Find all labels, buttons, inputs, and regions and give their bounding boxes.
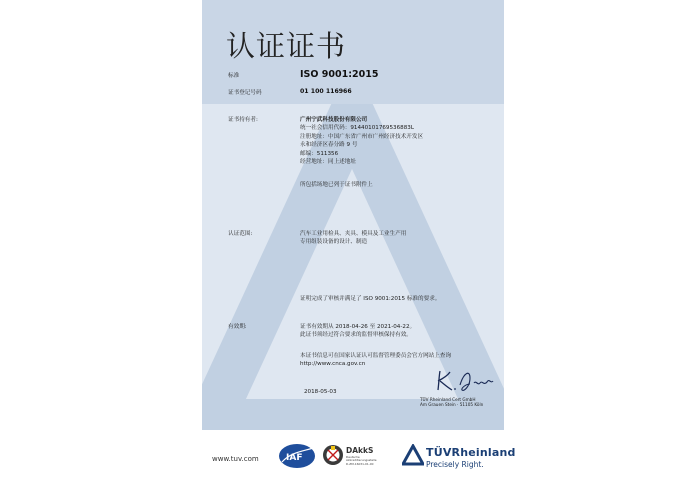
scope-line: 汽车工业用检具、夹具、模具及工业生产用 (300, 231, 407, 237)
validity-label: 有效期: (228, 324, 247, 330)
holder-line: 注册地址：中国广东省广州市广州经济技术开发区 (300, 133, 424, 140)
scope-label: 认证范围: (228, 231, 253, 237)
dakks-line: Akkreditierungsstelle (346, 458, 377, 463)
holder-block (300, 116, 423, 166)
holder-line: 统一社会信用代码：91440101769536883L (300, 125, 414, 132)
validity-line: 此证书须经过符合要求的监督审核保持有效。 (300, 332, 412, 339)
dakks-line: Deutsche (346, 455, 360, 459)
scope-block (300, 230, 406, 247)
holder-line: 永和经济区春分路 9 号 (300, 142, 358, 149)
issuer-line: Am Grauen Stein · 51105 Köln (420, 402, 484, 408)
registration-label: 证书登记号码 (228, 90, 262, 96)
sites-note: 所包括场地已列于证书附件上 (300, 182, 373, 188)
validity-block (300, 323, 415, 340)
tuv-slogan: Precisely Right. (426, 460, 484, 469)
iaf-logo-text: IAF (286, 453, 303, 463)
tuv-brand-name: TÜVRheinland (426, 446, 516, 459)
proof-statement: 证明完成了审核并满足了 ISO 9001:2015 标准的要求。 (300, 296, 441, 302)
issue-date: 2018-05-03 (304, 389, 337, 395)
query-line: 本证书信息可在国家认证认可监督管理委员会官方网站上查询 (300, 353, 452, 359)
standard-value: ISO 9001:2015 (300, 69, 379, 80)
query-url: http://www.cnca.gov.cn (300, 361, 366, 368)
signature-icon (434, 366, 498, 394)
page-title: 认证证书 (226, 29, 347, 63)
issuer-line: TÜV Rheinland Cert GmbH (420, 397, 476, 402)
query-block (300, 352, 451, 369)
validity-line: 证书有效期从 2018-04-26 至 2021-04-22。 (300, 324, 416, 330)
certificate-page (202, 0, 504, 480)
holder-label: 证书持有者: (228, 117, 258, 123)
holder-line: 经营地址：同上述地址 (300, 159, 356, 166)
iaf-logo-icon (277, 442, 317, 470)
dakks-name: DAkkS (346, 446, 374, 455)
holder-name: 广州宁武科技股份有限公司 (300, 117, 368, 123)
dakks-details (346, 456, 377, 466)
scope-line: 专用组装设备的设计、制造 (300, 239, 368, 246)
dakks-line: D-ZM-16031-01-00 (346, 461, 374, 466)
dakks-logo-icon (322, 443, 344, 467)
standard-label: 标准 (228, 73, 240, 79)
tuv-triangle-logo-icon (402, 444, 424, 466)
issuer-block (420, 397, 483, 408)
website-url: www.tuv.com (212, 455, 259, 463)
registration-value: 01 100 116966 (300, 88, 352, 95)
holder-line: 邮编：511356 (300, 150, 339, 157)
